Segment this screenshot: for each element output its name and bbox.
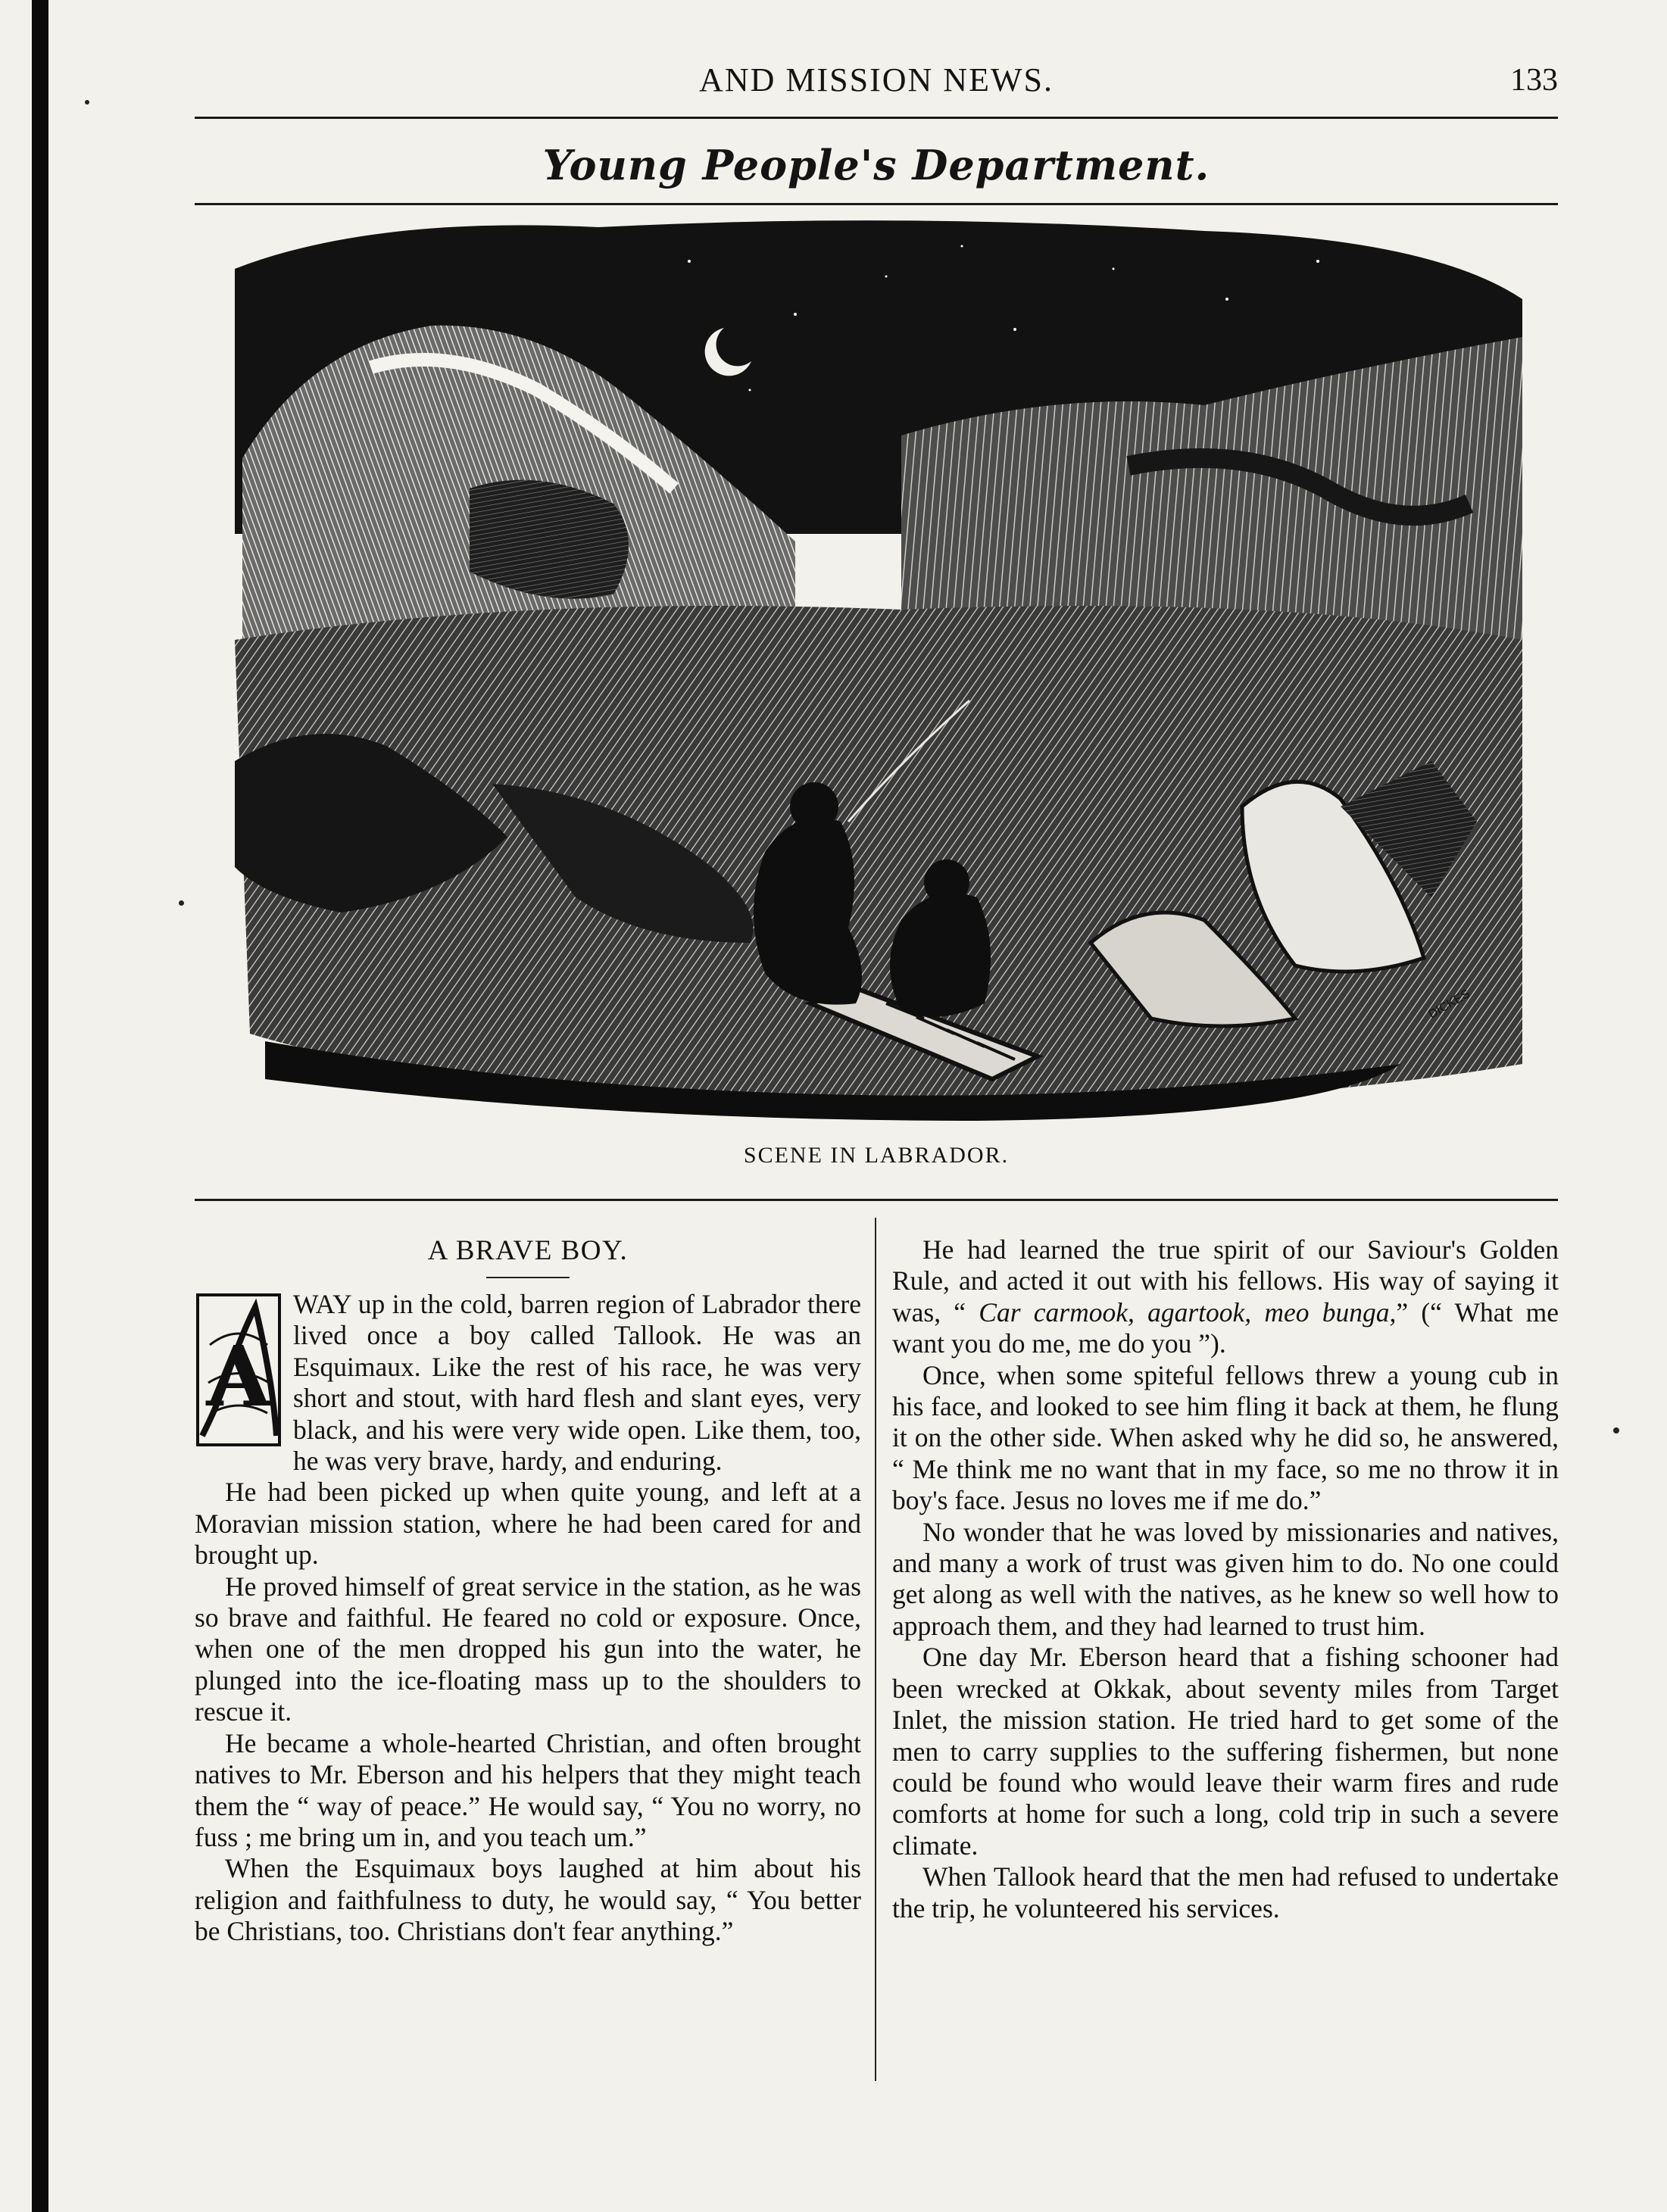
paragraph: He proved himself of great service in the station, as he was so brave and faithful. He feared no cold or exposure. Once, when one of the men dropped his gun into the water, he plunged into the ice-floating mass up to the shoulders to rescue it.: [195, 1571, 861, 1727]
department-rule: [195, 203, 1558, 205]
paragraph: Once, when some spiteful fellows threw a young cub in his face, and looked to see him fling it back at them, he flung it on the other side. When asked why he did so, he answered, “ Me think me no want that in my face, so me no throw it in boy's face. Jesus no loves me if me do.”: [892, 1359, 1559, 1516]
esquimaux-phrase: Car carmook, agartook, meo bunga,: [979, 1296, 1397, 1328]
text-run: He had learned the true spirit of our Saviour's Golden Rule, and acted it out with his fellows. His way of saying it was, “: [892, 1234, 1559, 1328]
caption-rule: [195, 1199, 1558, 1201]
ornamental-drop-cap-a: [195, 1292, 283, 1448]
page-number: 133: [1510, 63, 1558, 98]
drop-cap-letter: A: [206, 1328, 271, 1425]
article-left-column: [195, 1234, 861, 1948]
paragraph: One day Mr. Eberson heard that a fishing schooner had been wrecked at Okkak, about seventy miles from Target Inlet, the mission station. He tried hard to get some of the men to carry supplies to the suffering fishermen, but none could be found who would leave their warm fires and rude comforts at home for such a long, cold trip in such a severe climate.: [892, 1642, 1559, 1861]
article-title: A BRAVE BOY.: [427, 1235, 629, 1266]
ink-speck: [85, 100, 89, 105]
paragraph: WAY up in the cold, barren region of Labrador there lived once a boy called Tallook. He was an Esquimaux. Like the rest of his race, he was very short and stout, with hard flesh and slant eyes, very black, and his were very wide open. Like them, too, he was very brave, hardy, and enduring.: [293, 1289, 861, 1477]
engraver-signature: DICKES: [1426, 987, 1472, 1022]
paragraph-golden-rule: [892, 1234, 1559, 1360]
ink-speck: [179, 900, 184, 906]
page-binding-edge: [32, 0, 48, 2212]
figure-one: [754, 818, 862, 1005]
header-rule: [195, 117, 1558, 119]
paragraph: He had been picked up when quite young, and left at a Moravian mission station, where he had been cared for and brought up.: [195, 1477, 861, 1571]
text-run: ” (“ What me want you do me, me do you ”).: [892, 1296, 1559, 1359]
title-rule: [486, 1277, 570, 1278]
paragraph: When Tallook heard that the men had refused to undertake the trip, he volunteered his services.: [892, 1861, 1559, 1923]
running-title: AND MISSION NEWS.: [699, 61, 1054, 98]
engraving-labrador-scene: [220, 216, 1537, 1125]
paragraph: No wonder that he was loved by missionaries and natives, and many a work of trust was given him to do. No one could get along as well with the natives, as he knew so well how to approach them, and they had learned to trust him.: [892, 1516, 1559, 1641]
column-divider: [875, 1218, 876, 2081]
paragraph: He became a whole-hearted Christian, and often brought natives to Mr. Eberson and his helpers that they might teach them the “ way of peace.” He would say, “ You no worry, no fuss ; me bring um in, and you teach um.”: [195, 1727, 861, 1852]
illustration-caption: SCENE IN LABRADOR.: [743, 1143, 1010, 1168]
ink-speck: [1613, 1427, 1619, 1434]
department-title: Young People's Department.: [542, 141, 1210, 189]
running-head: [195, 61, 1558, 114]
paragraph: When the Esquimaux boys laughed at him about his religion and faithfulness to duty, he would say, “ You better be Christians, too. Christians don't fear anything.”: [195, 1853, 861, 1947]
article-right-column: [892, 1234, 1559, 1924]
